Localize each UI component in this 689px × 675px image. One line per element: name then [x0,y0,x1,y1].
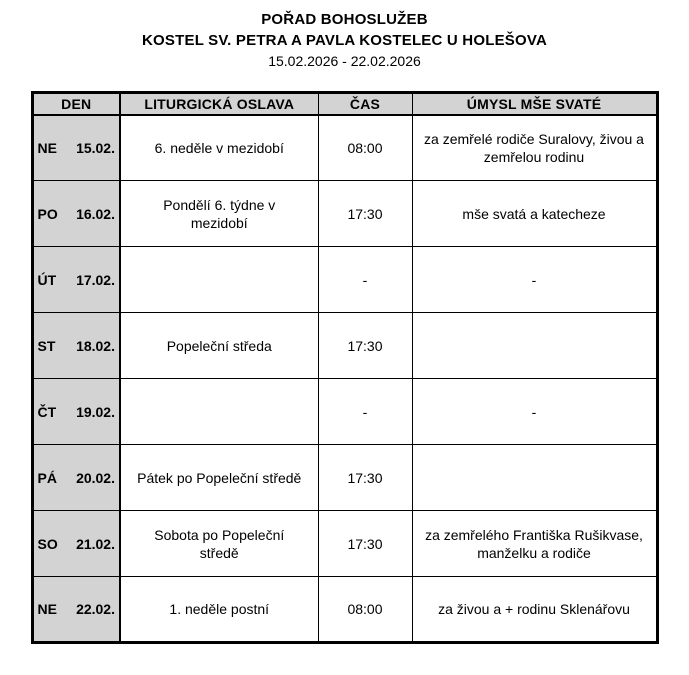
time-cell: - [318,247,412,313]
celebration-cell: 1. neděle postní [120,577,318,643]
day-abbr: ČT [37,403,57,420]
celebration-cell: Pondělí 6. týdne v mezidobí [120,181,318,247]
day-cell [32,247,120,313]
time-cell: - [318,379,412,445]
day-date: 18.02. [76,337,115,354]
intention-cell: - [412,379,657,445]
time-cell: 17:30 [318,511,412,577]
table-header-row [32,93,657,115]
date-range: 15.02.2026 - 22.02.2026 [268,53,421,69]
day-abbr: PO [37,205,58,222]
table-row [32,247,657,313]
intention-cell: za zemřelé rodiče Suralovy, živou a zemřelou rodinu [412,115,657,181]
column-header-intention: ÚMYSL MŠE SVATÉ [412,93,657,115]
day-abbr: ST [37,337,56,354]
celebration-cell: 6. neděle v mezidobí [120,115,318,181]
day-abbr: ÚT [37,271,57,288]
celebration-cell: Pátek po Popeleční středě [120,445,318,511]
time-cell: 08:00 [318,115,412,181]
day-date: 19.02. [76,403,115,420]
celebration-cell [120,247,318,313]
table-row [32,511,657,577]
column-header-day: DEN [32,93,120,115]
day-cell [32,511,120,577]
day-date: 20.02. [76,469,115,486]
table-row [32,313,657,379]
day-date: 22.02. [76,601,115,617]
table-row [32,181,657,247]
page-title: POŘAD BOHOSLUŽEB [261,11,428,28]
day-cell [32,313,120,379]
day-date: 15.02. [76,139,115,156]
celebration-cell: Sobota po Popeleční středě [120,511,318,577]
schedule-table [31,91,659,644]
day-date: 21.02. [76,535,115,552]
column-header-time: ČAS [318,93,412,115]
intention-cell: - [412,247,657,313]
time-cell: 17:30 [318,181,412,247]
celebration-cell: Popeleční středa [120,313,318,379]
time-cell: 17:30 [318,445,412,511]
day-date: 16.02. [76,205,115,222]
table-row [32,577,657,643]
time-cell: 17:30 [318,313,412,379]
intention-cell [412,445,657,511]
celebration-cell [120,379,318,445]
day-cell [32,577,120,643]
time-cell: 08:00 [318,577,412,643]
day-abbr: PÁ [37,469,57,486]
table-row [32,445,657,511]
day-cell [32,181,120,247]
day-date: 17.02. [76,271,115,288]
document-header [0,0,689,72]
day-abbr: NE [37,601,57,617]
intention-cell: mše svatá a katecheze [412,181,657,247]
table-row [32,115,657,181]
intention-cell [412,313,657,379]
intention-cell: za zemřelého Františka Rušikvase, manželku a rodiče [412,511,657,577]
intention-cell: za živou a + rodinu Sklenářovu [412,577,657,643]
church-name: KOSTEL SV. PETRA A PAVLA KOSTELEC U HOLEŠOVA [142,32,547,49]
table-row [32,379,657,445]
day-abbr: SO [37,535,58,552]
column-header-celebration: LITURGICKÁ OSLAVA [120,93,318,115]
day-cell [32,379,120,445]
day-cell [32,445,120,511]
day-cell [32,115,120,181]
day-abbr: NE [37,139,57,156]
